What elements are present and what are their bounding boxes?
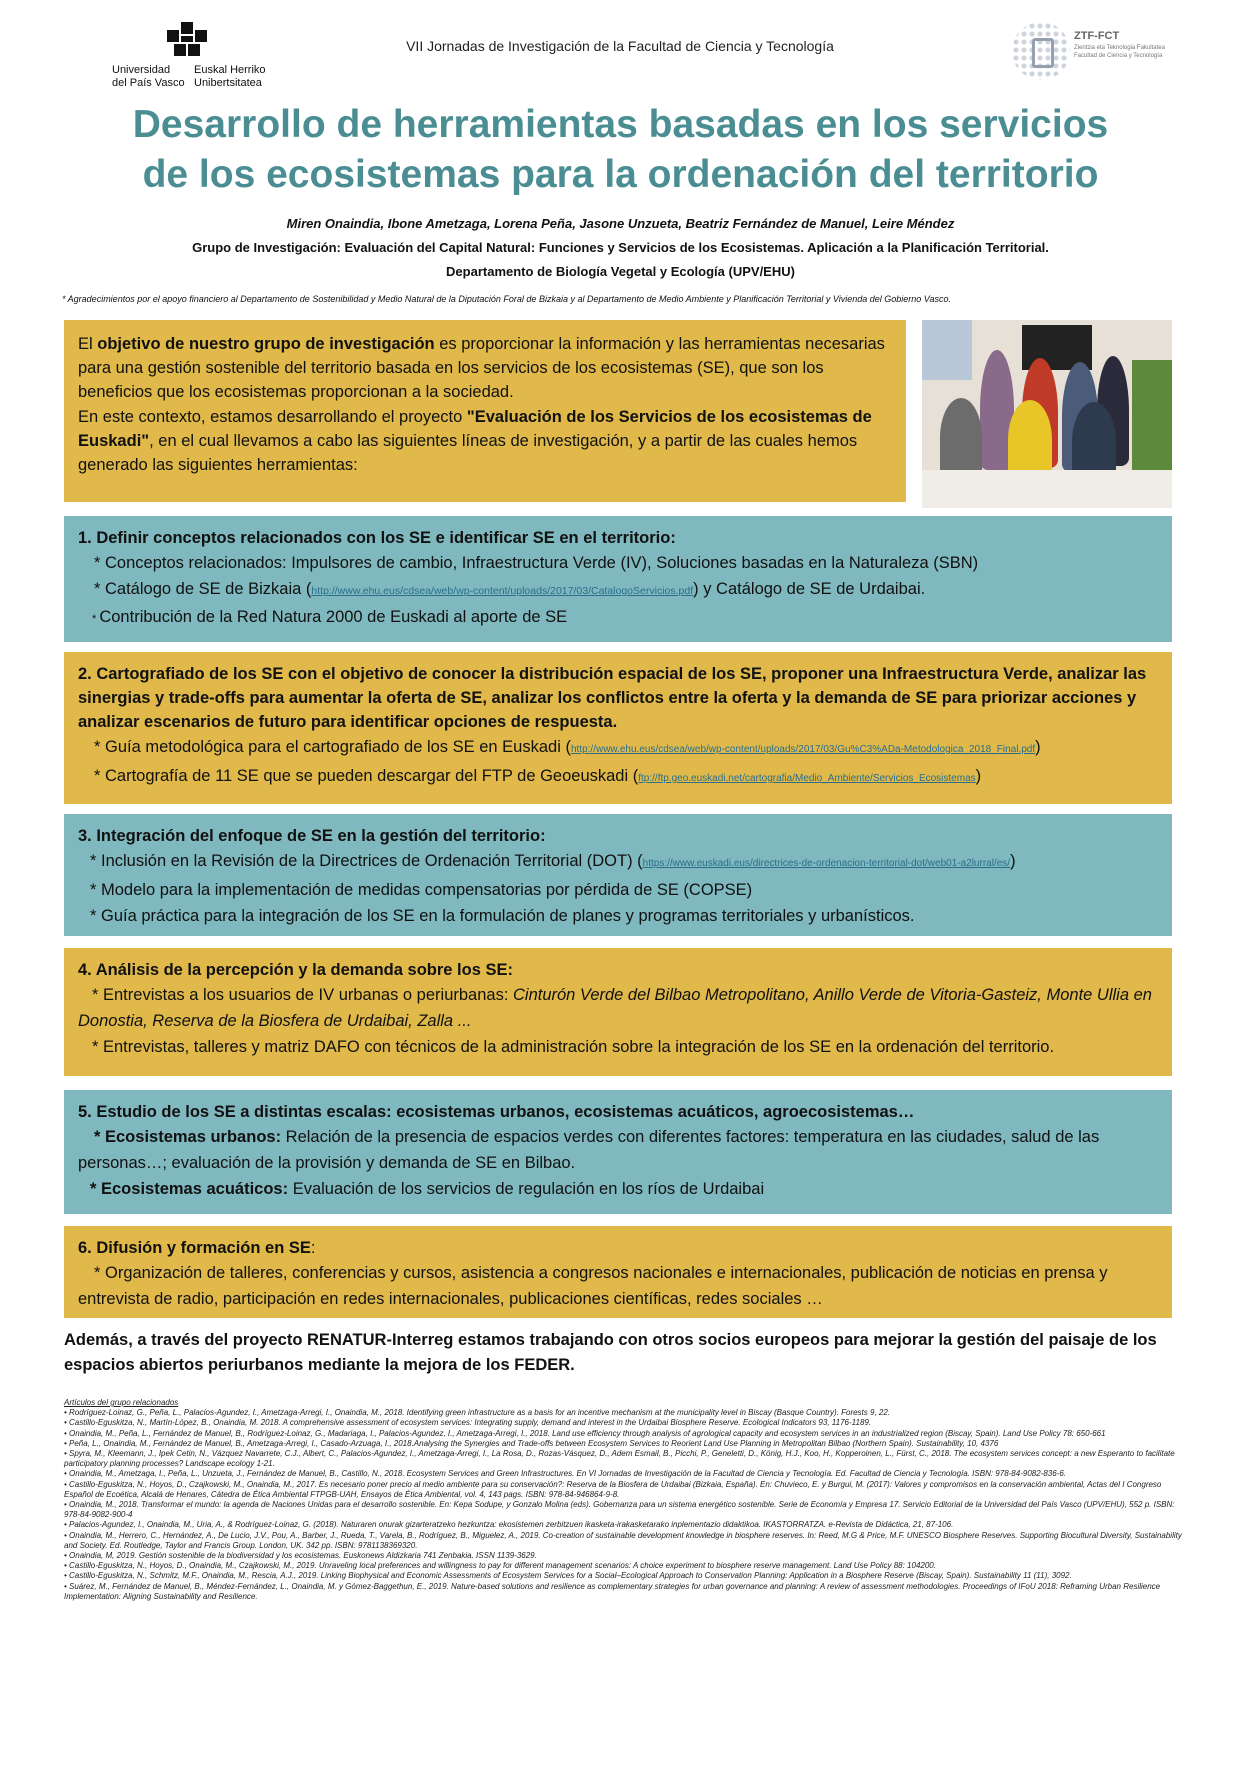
reference-item: • Onaindia, M., Herrero, C., Hernández, A., De Lucio, J.V., Pou, A., Barber, J., Rueda, T., Varela, B., Rodríguez, B., Miguelez, A., 2019. Co-creation of sustainable development knowledge in biosphere reserves. In: Reed, M.G & Price, M.F. UNESCO Biosphere Reserves. Supporting Biocultural Diversity, Sustainability and Society. Ed. Routledge, Taylor and Francis Group. London, UK. 342 pp. ISBN: 9781138369320. [64, 1530, 1182, 1550]
section-5-box [64, 1090, 1172, 1214]
reference-item: • Onaindia, M., Ametzaga, I., Peña, L., Unzueta, J., Fernández de Manuel, B., Castillo, N., 2018. Ecosystem Services and Green Infrastructures. En VI Jornadas de Investigación de la Facultad de Ciencia y Tecnología. Ed. Facultad de Ciencia y Tecnología. ISBN: 978-84-9082-836-6. [64, 1469, 1067, 1479]
ztf-subtitle: Zientzia eta Teknologia Fakultatea Facultad de Ciencia y Tecnología [1074, 45, 1165, 59]
intro-text: , en el cual llevamos a cabo las siguientes líneas de investigación, y a partir de las cuales hemos generado las siguientes herramientas: [78, 431, 858, 475]
guia-metodologica-link[interactable]: http://www.ehu.eus/cdsea/web/wp-content/uploads/2017/03/Gu%C3%ADa-Metodologica_2018_Final.pdf [570, 744, 1036, 755]
references-list [64, 1408, 1190, 1602]
section-2-item: * Guía metodológica para el cartografiado de los SE en Euskadi (http://www.ehu.eus/cdsea/web/wp-content/uploads/2017/03/Gu%C3%ADa-Metodologica_2018_Final.pdf) [94, 738, 1041, 756]
section-2-item: * Cartografía de 11 SE que se pueden descargar del FTP de Geoeuskadi (ftp://ftp.geo.euskadi.net/cartografia/Medio_Ambiente/Servicios_Ecosistemas) [94, 767, 982, 785]
section-3-box [64, 814, 1172, 936]
ztf-fct-logo [1012, 22, 1172, 92]
research-group: Grupo de Investigación: Evaluación del Capital Natural: Funciones y Servicios de los Ecosistemas. Aplicación a la Planificación Territorial. [192, 240, 1049, 255]
ztf-name: ZTF-FCT [1074, 30, 1120, 42]
references [64, 1398, 1190, 1602]
department: Departamento de Biología Vegetal y Ecología (UPV/EHU) [446, 264, 795, 279]
section-3-item: * Inclusión en la Revisión de la Directrices de Ordenación Territorial (DOT) (https://www.euskadi.eus/directrices-de-ordenacion-territorial-dot/web01-a2lurral/es/) [90, 852, 1016, 870]
reference-item: • Castillo-Eguskitza, N., Schmitz, M.F., Onaindia, M., Rescia, A.J., 2019. Linking Biophysical and Economic Assessments of Ecosystem Services for a Social–Ecological Approach to Conservation Planning: Application in a Biosphere Reserve (Biscay, Spain). Sustainability 11 (11), 3092. [64, 1571, 1072, 1581]
upv-logo-caption-es: Universidad del País Vasco [112, 64, 185, 89]
project-name: "Evaluación de los Servicios de los ecosistemas de Euskadi" [78, 407, 872, 450]
intro-text: es proporcionar la información y las herramientas necesarias para una gestión sostenible del territorio basada en los servicios de los ecosistemas (SE), que son los beneficios que los ecosistemas proporcionan a la sociedad. [78, 335, 885, 402]
reference-item: • Onaindia, M., Peña, L., Fernández de Manuel, B., Rodríguez-Loinaz, G., Madariaga, I., Palacios-Agundez, I., Ametzaga-Arregi, I., 2018. Land use efficiency through analysis of agrological capacity and ecosystem services in an industrialized region (Biscay, Spain). Land Use Policy 78: 650-661 [64, 1428, 1106, 1438]
catalogo-se-link[interactable]: http://www.ehu.eus/cdsea/web/wp-content/uploads/2017/03/CatalogoServicios.pdf [311, 585, 694, 597]
reference-item: • Castillo-Eguskitza, N., Martín-López, B., Onaindia, M. 2018. A comprehensive assessment of ecosystem services: Integrating supply, demand and interest in the Urdaibai Biosphere Reserve. Ecological Indicators 93, 1176-1189. [64, 1418, 872, 1428]
section-3-item: * Guía práctica para la integración de los SE en la formulación de planes y programas territoriales y urbanísticos. [90, 907, 915, 925]
authors: Miren Onaindia, Ibone Ametzaga, Lorena Peña, Jasone Unzueta, Beatriz Fernández de Manuel, Leire Méndez [286, 216, 955, 231]
section-4-item: * Entrevistas, talleres y matriz DAFO con técnicos de la administración sobre la integración de los SE en la ordenación del territorio. [92, 1038, 1055, 1056]
reference-item: • Rodríguez-Loinaz, G., Peña, L., Palacios-Agundez, I., Ametzaga-Arregi, I., Onaindia, M., 2018. Identifying green infrastructure as a basis for an incentive mechanism at the municipality level in Biscay (Basque Country). Forests 9, 22. [64, 1408, 891, 1418]
team-photo [922, 320, 1172, 508]
renatur-statement: Además, a través del proyecto RENATUR-Interreg estamos trabajando con otros socios europeos para mejorar la gestión del paisaje de los espacios abiertos periurbanos mediante la mejora de los FEDER. [64, 1331, 1157, 1374]
conference-name: VII Jornadas de Investigación de la Facultad de Ciencia y Tecnología [406, 38, 834, 54]
reference-item: • Peña, L., Onaindia, M., Fernández de Manuel, B., Ametzaga-Arregi, I., Casado-Arzuaga, I., 2018.Analysing the Synergies and Trade-offs between Ecosystem Services to Reorient Land Use Planning in Metropolitan Bilbao (Northern Spain). Sustainability, 10, 4376 [64, 1438, 999, 1448]
upv-logo-caption-eu: Euskal Herriko Unibertsitatea [194, 64, 266, 89]
section-1-heading: 1. Definir conceptos relacionados con los SE e identificar SE en el territorio: [78, 529, 676, 547]
title-line-2: de los ecosistemas para la ordenación del territorio [142, 153, 1099, 196]
intro-text: El [78, 335, 98, 353]
title-line-1: Desarrollo de herramientas basadas en los servicios [132, 103, 1109, 146]
poster-title [40, 100, 1201, 200]
section-5-heading: 5. Estudio de los SE a distintas escalas: ecosistemas urbanos, ecosistemas acuáticos, agroecosistemas… [78, 1103, 915, 1121]
section-1-item: * Contribución de la Red Natura 2000 de Euskadi al aporte de SE [92, 608, 568, 626]
section-5-item: * Ecosistemas acuáticos: Evaluación de los servicios de regulación en los ríos de Urdaibai [90, 1180, 765, 1198]
dot-link[interactable]: https://www.euskadi.eus/directrices-de-ordenacion-territorial-dot/web01-a2lurral/es/ [642, 858, 1011, 869]
reference-item: • Castillo-Eguskitza, N., Hoyos, D., Czajkowski, M., Onaindia, M., 2017. Es necesario poner precio al medio ambiente para su conservación?: Reserva de la Biosfera de Urdaibai (Bizkaia, España). En: Chuvieco, E. y Burgui, M. (2017): Valores y compromisos en la conservación ambiental, Actas del I Congreso Español de Ecoética, Alcalá de Henares, Cátedra de Ética Ambiental FTPGB-UAH, Ensayos de Ética Ambiental, vol. 4, 143 pags. ISBN: 978-84-946864-9-8. [64, 1479, 1162, 1499]
upv-ehu-logo [112, 22, 266, 92]
section-1-item: * Conceptos relacionados: Impulsores de cambio, Infraestructura Verde (IV), Soluciones basadas en la Naturaleza (SBN) [94, 554, 979, 572]
section-6-heading: 6. Difusión y formación en SE: [78, 1239, 316, 1257]
reference-item: • Onaindia, M, 2019. Gestión sostenible de la biodiversidad y los ecosistemas. Euskonews Aldizkaria 741 Zenbakia. ISSN 1139-3629. [64, 1551, 537, 1561]
section-6-box [64, 1226, 1172, 1318]
intro-box [64, 320, 906, 502]
section-4-heading: 4. Análisis de la percepción y la demanda sobre los SE: [78, 961, 513, 979]
section-5-item: * Ecosistemas urbanos: Relación de la presencia de espacios verdes con diferentes factores: temperatura en las ciudades, salud de las personas…; evaluación de la provisión y demanda de SE en Bilbao. [78, 1128, 1100, 1172]
section-4-item: * Entrevistas a los usuarios de IV urbanas o periurbanas: Cinturón Verde del Bilbao Metropolitano, Anillo Verde de Vitoria-Gasteiz, Monte Ullia en Donostia, Reserva de la Biosfera de Urdaibai, Zalla ... [78, 986, 1152, 1030]
section-1-box [64, 516, 1172, 642]
section-6-item: * Organización de talleres, conferencias y cursos, asistencia a congresos nacionales e internacionales, publicación de noticias en prensa y entrevista de radio, participación en redes internacionales, publicaciones científicas, redes sociales … [78, 1264, 1108, 1308]
section-1-item: * Catálogo de SE de Bizkaia (http://www.ehu.eus/cdsea/web/wp-content/uploads/2017/03/CatalogoServicios.pdf) y Catálogo de SE de Urdaibai. [94, 580, 926, 598]
reference-item: • Castillo-Eguskitza, N., Hoyos, D., Onaindia, M., Czajkowski, M., 2019. Unraveling local preferences and willingness to pay for different management scenarios: A choice experiment to biosphere reserve management. Land Use Policy 88: 104200. [64, 1561, 936, 1571]
section-2-heading: 2. Cartografiado de los SE con el objetivo de conocer la distribución espacial de los SE, proponer una Infraestructura Verde, analizar las sinergias y trade-offs para aumentar la oferta de SE, analizar los conflictos entre la oferta y la demanda de SE para priorizar acciones y analizar escenarios de futuro para identificar opciones de respuesta. [78, 665, 1147, 731]
reference-item: • Onaindia, M., 2018. Transformar el mundo: la agenda de Naciones Unidas para el desarrollo sostenible. En: Kepa Sodupe, y Gonzalo Molina (eds). Gobernanza para un sistema energético sostenible. Serie de Economía y Empresa 17. Servicio Editorial de la Universidad del País Vasco (UPV/EHU), 552 p. ISBN: 978-84-9082-900-4 [64, 1500, 1175, 1520]
reference-item: • Suárez, M., Fernández de Manuel, B., Méndez-Fernández, L., Onaindia, M. y Gómez-Baggethun, E., 2019. Nature-based solutions and resilience as complementary strategies for urban governance and planning: A review of assessment methodologies. Proceedings of IFoU 2018: Reframing Urban Resilience Implementation: Aligning Sustainability and Resilience. [64, 1581, 1161, 1601]
acknowledgement: * Agradecimientos por el apoyo financiero al Departamento de Sostenibilidad y Medio Natural de la Diputación Foral de Bizkaia y al Departamento de Medio Ambiente y Planificación Territorial y Vivienda del Gobierno Vasco. [62, 294, 951, 304]
upv-ehu-emblem-icon [167, 22, 209, 62]
reference-item: • Palacios-Agundez, I., Onaindia, M., Uria, A., & Rodríguez-Loinaz, G. (2018). Naturaren onurak gizarteratzeko hezkuntza: ekosistemen zerbitzuen ikasketa-irakasketarako inplementazio didaktikoa. IKASTORRATZA. e-Revista de Didáctica, 21, 87-106. [64, 1520, 954, 1530]
ztf-emblem-icon [1012, 22, 1070, 80]
section-3-heading: 3. Integración del enfoque de SE en la gestión del territorio: [78, 827, 546, 845]
section-4-box [64, 948, 1172, 1076]
intro-text: En este contexto, estamos desarrollando el proyecto [78, 407, 467, 426]
geoeuskadi-ftp-link[interactable]: ftp://ftp.geo.euskadi.net/cartografia/Medio_Ambiente/Servicios_Ecosistemas [638, 773, 976, 784]
references-heading: Artículos del grupo relacionados [64, 1398, 179, 1407]
section-2-box [64, 652, 1172, 804]
section-3-item: * Modelo para la implementación de medidas compensatorias por pérdida de SE (COPSE) [90, 881, 753, 899]
reference-item: • Spyra, M., Kleemann, J., Ipek Cetin, N., Vázquez Navarrete, C.J., Albert, C., Palacios-Agundez, I., Ametzaga-Arregi, I., La Rosa, D., Rozas-Vásquez, D., Adem Esmail, B., Picchi, P., Geneletti, D., König, H.J., Koo, H., Kopperoinen, L., Fürst, C., 2018. The ecosystem services concept: a new Esperanto to facilitate participatory planning processes? Landscape ecology 1-21. [64, 1449, 1175, 1469]
intro-emphasis: objetivo de nuestro grupo de investigación [97, 335, 435, 353]
